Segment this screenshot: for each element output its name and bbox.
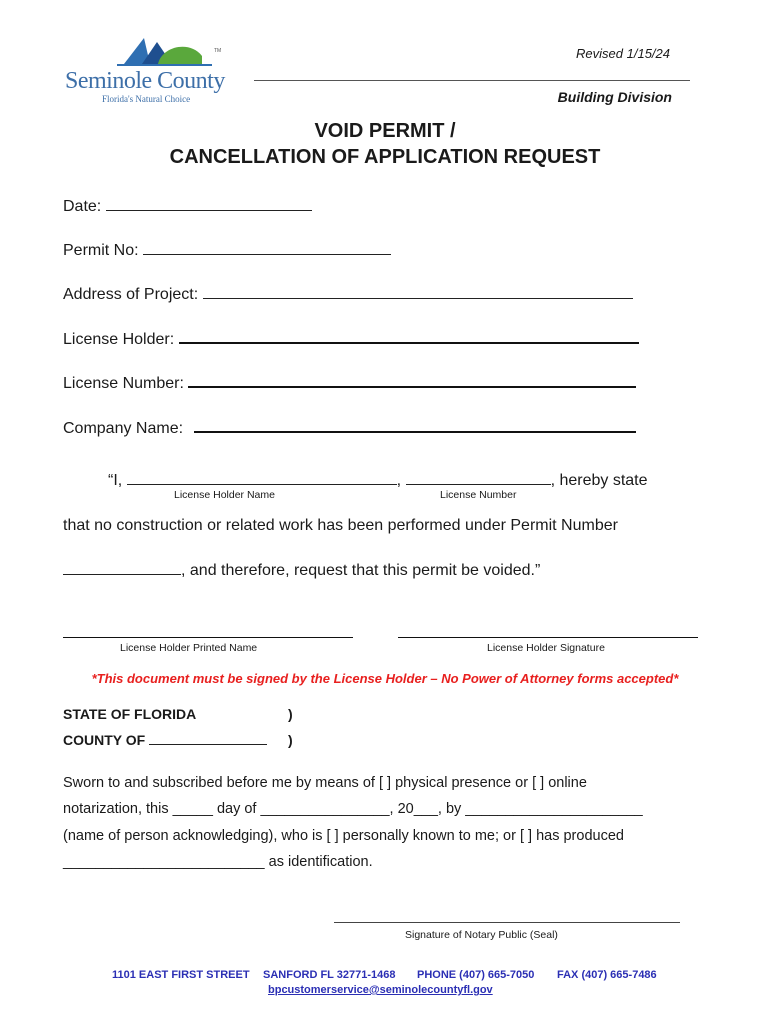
address-input[interactable] <box>203 284 633 299</box>
permit-field <box>63 240 391 260</box>
signature-caption: License Holder Signature <box>487 642 605 654</box>
license-holder-label: License Holder: <box>63 331 175 348</box>
footer-phone: PHONE (407) 665-7050 <box>417 969 535 981</box>
printed-name-caption: License Holder Printed Name <box>120 642 258 654</box>
notary-line-2: notarization, this _____ day of ________________, 20___, by ______________________ <box>63 801 643 817</box>
statement-comma: , <box>396 472 402 489</box>
county-input[interactable] <box>149 732 267 745</box>
division-name: Building Division <box>557 89 672 105</box>
date-label: Date: <box>63 198 102 215</box>
license-number-field <box>63 372 636 393</box>
address-field <box>63 284 633 304</box>
date-field <box>63 196 312 216</box>
license-number-input[interactable] <box>188 372 636 388</box>
title-line-2: CANCELLATION OF APPLICATION REQUEST <box>169 146 601 168</box>
statement-number-input[interactable] <box>406 470 551 485</box>
statement-open: “I, <box>108 472 123 489</box>
title-line-1: VOID PERMIT / <box>314 120 456 142</box>
notary-line-3: (name of person acknowledging), who is [ ] personally known to me; or [ ] has produced <box>63 828 624 844</box>
company-field <box>63 417 636 438</box>
notary-id-blank[interactable]: _________________________ <box>63 854 265 870</box>
permit-input[interactable] <box>143 240 391 255</box>
footer-fax: FAX (407) 665-7486 <box>557 969 657 981</box>
warning-text: *This document must be signed by the License Holder – No Power of Attorney forms accepted* <box>91 671 679 686</box>
logo-name: Seminole County <box>65 68 225 94</box>
caption-license-number: License Number <box>440 489 517 501</box>
printed-name-line[interactable] <box>63 637 353 638</box>
state-label: STATE OF FLORIDA <box>63 706 197 722</box>
state-paren: ) <box>288 706 293 722</box>
caption-license-holder-name: License Holder Name <box>174 489 275 501</box>
statement-hereby: , hereby state <box>550 472 648 489</box>
statement-line-3 <box>63 560 540 580</box>
date-input[interactable] <box>106 196 312 211</box>
logo-tagline: Florida's Natural Choice <box>102 94 191 104</box>
footer-address: 1101 EAST FIRST STREET <box>112 969 250 981</box>
footer-city: SANFORD FL 32771-1468 <box>263 969 396 981</box>
revised-date: Revised 1/15/24 <box>576 46 670 61</box>
header-rule <box>254 80 690 81</box>
notary-signature-line[interactable] <box>334 922 680 923</box>
notary-line-4 <box>63 854 373 870</box>
permit-label: Permit No: <box>63 242 139 259</box>
statement-name-input[interactable] <box>127 470 397 485</box>
license-holder-input[interactable] <box>179 328 639 344</box>
footer-email-link[interactable]: bpcustomerservice@seminolecountyfl.gov <box>268 984 493 996</box>
svg-text:TM: TM <box>214 48 222 54</box>
county-paren: ) <box>288 732 293 748</box>
license-holder-field <box>63 328 639 349</box>
signature-line[interactable] <box>398 637 698 638</box>
permit-number-input[interactable] <box>63 560 181 575</box>
license-number-label: License Number: <box>63 375 184 392</box>
company-input[interactable] <box>194 417 636 433</box>
company-label: Company Name: <box>63 420 184 437</box>
notary-line-1: Sworn to and subscribed before me by means of [ ] physical presence or [ ] online <box>63 775 587 791</box>
seminole-county-logo <box>62 34 262 108</box>
statement-line-3-text: , and therefore, request that this permit be voided.” <box>181 562 541 579</box>
county-field <box>63 732 267 748</box>
statement-line-2: that no construction or related work has been performed under Permit Number <box>63 517 618 534</box>
statement-line-1 <box>108 470 648 490</box>
notary-id-text: as identification. <box>264 854 373 870</box>
address-label: Address of Project: <box>63 286 199 303</box>
county-label: COUNTY OF <box>63 732 146 748</box>
notary-signature-caption: Signature of Notary Public (Seal) <box>405 929 558 941</box>
